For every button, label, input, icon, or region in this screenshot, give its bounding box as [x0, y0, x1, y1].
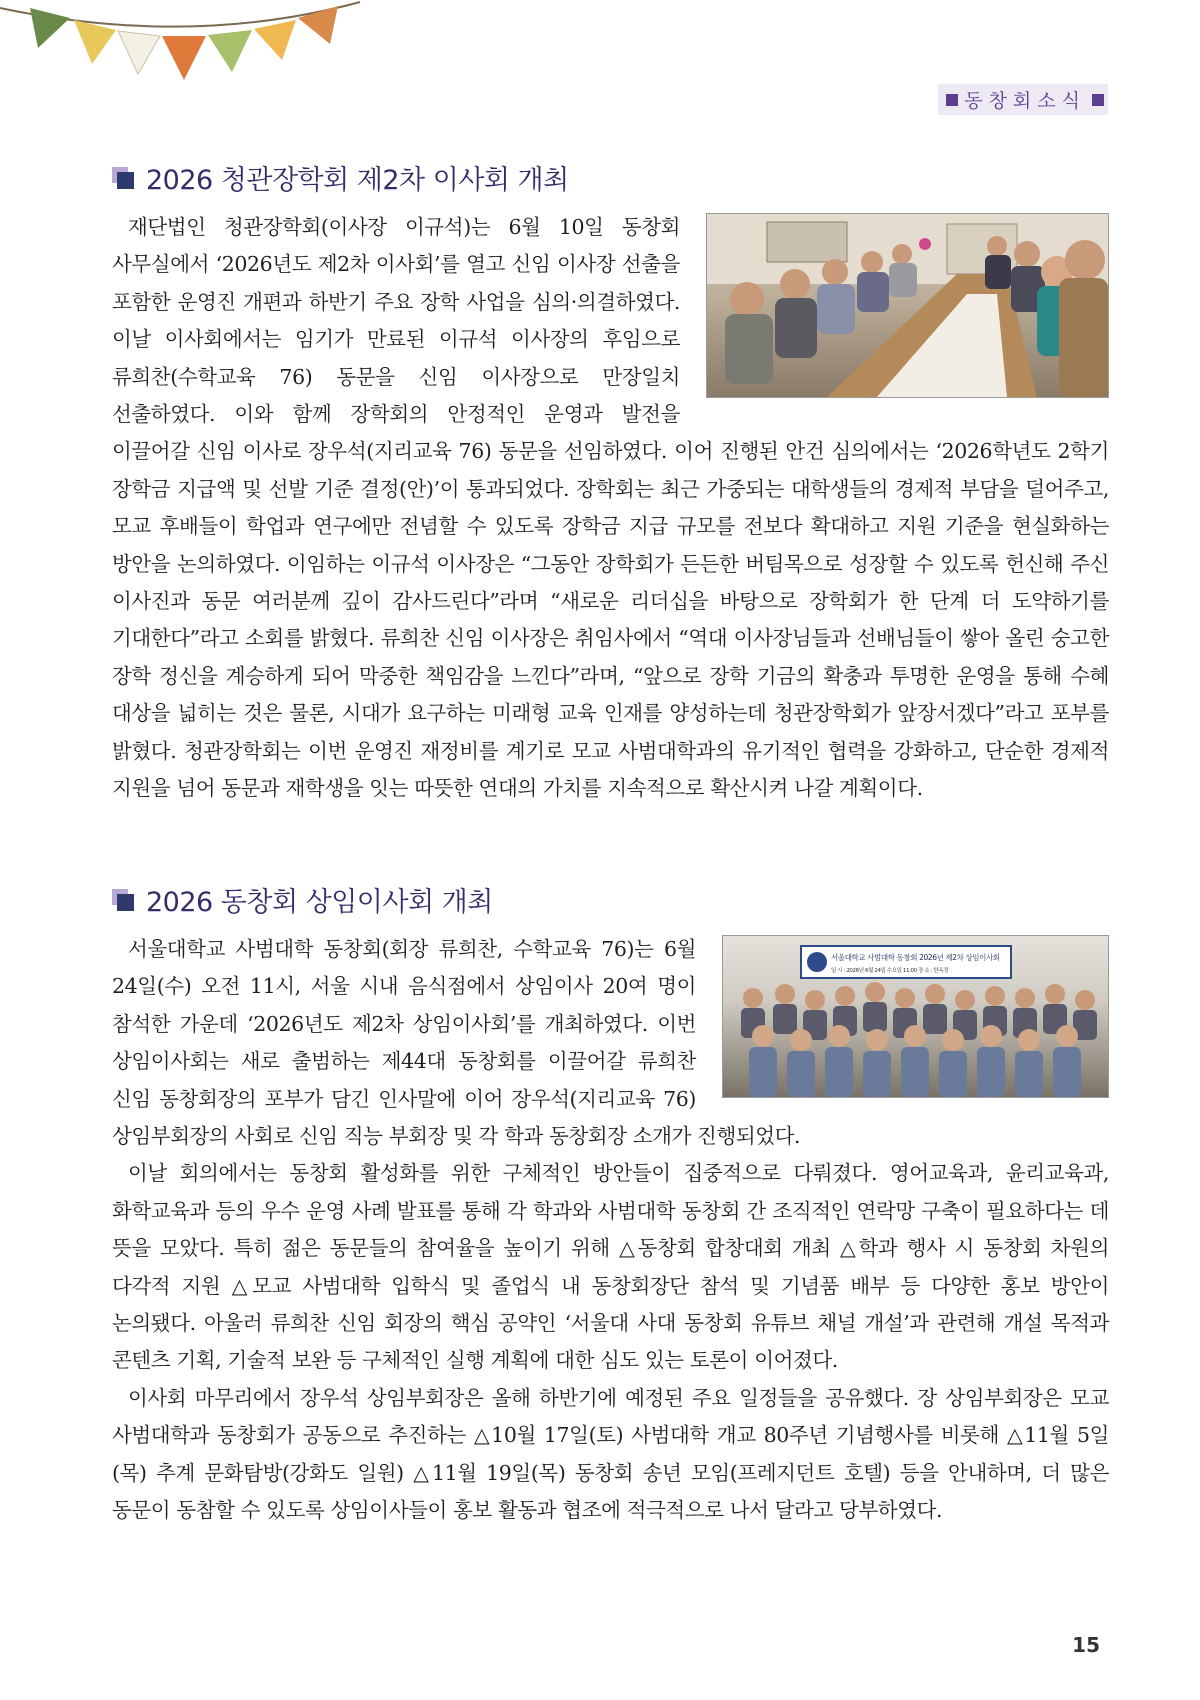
- banner-text: 서울대학교 사범대학 동창회 2026년 제2차 상임이사회: [831, 953, 1000, 962]
- heading-bullet-icon: [112, 167, 134, 189]
- article-body: [112, 209, 1109, 808]
- bunting-decoration: [0, 0, 380, 100]
- board-meeting-photo-illustration: [707, 214, 1108, 397]
- article-paragraph: 재단법인 청관장학회(이사장 이규석)는 6월 10일 동창회 사무실에서 ‘2026년도 제2차 이사회’를 열고 신임 이사장 선출을 포함한 운영진 개편과 하반기 주요 장학 사업을 심의·의결하였다. 이날 이사회에서는 임기가 만료된 이규석 이사장의 후임으로 류희찬(수학교육 76) 동문을 신임 이사장으로 만장일치 선출하였다. 이와 함께 장학회의 안정적인 운영과 발전을 이끌어갈 신임 이사로 장우석(지리교육 76) 동문을 선임하였다. 이어 진행된 안건 심의에서는 ‘2026학년도 2학기 장학금 지급액 및 선발 기준 결정(안)’이 통과되었다. 장학회는 최근 가중되는 대학생들의 경제적 부담을 덜어주고, 모교 후배들이 학업과 연구에만 전념할 수 있도록 장학금 지급 규모를 전보다 확대하고 지원 기준을 현실화하는 방안을 논의하였다. 이임하는 이규석 이사장은 “그동안 장학회가 든든한 버팀목으로 성장할 수 있도록 헌신해 주신 이사진과 동문 여러분께 깊이 감사드린다”라며 “새로운 리더십을 바탕으로 장학회가 한 단계 더 도약하기를 기대한다”라고 소회를 밝혔다. 류희찬 신임 이사장은 취임사에서 “역대 이사장님들과 선배님들이 쌓아 올린 숭고한 장학 정신을 계승하게 되어 막중한 책임감을 느낀다”라며, “앞으로 장학 기금의 확충과 투명한 운영을 통해 수혜 대상을 넓히는 것은 물론, 시대가 요구하는 미래형 교육 인재를 양성하는데 청관장학회가 앞장서겠다”라고 포부를 밝혔다. 청관장학회는 이번 운영진 재정비를 계기로 모교 사범대학과의 유기적인 협력을 강화하고, 단순한 경제적 지원을 넘어 동문과 재학생을 잇는 따뜻한 연대의 가치를 지속적으로 확산시켜 나갈 계획이다.: [112, 215, 1109, 801]
- banner-subtext: 일 시 : 2026년 6월 24일 수요일 11:00 장 소 : 한옥정: [831, 968, 949, 974]
- page-number: 15: [1072, 1633, 1100, 1657]
- article-standing-board: [112, 880, 1109, 1530]
- article-title: 2026 청관장학회 제2차 이사회 개최: [146, 165, 569, 196]
- article-heading: [112, 880, 1109, 919]
- group-photo: [722, 935, 1109, 1098]
- group-photo-illustration: [723, 936, 1108, 1097]
- article-scholarship-board: [112, 158, 1109, 808]
- article-paragraph: 이날 회의에서는 동창회 활성화를 위한 구체적인 방안들이 집중적으로 다뤄졌다. 영어교육과, 윤리교육과, 화학교육과 등의 우수 운영 사례 발표를 통해 각 학과와 사범대학 동창회 간 조직적인 연락망 구축이 필요하다는 데 뜻을 모았다. 특히 젊은 동문들의 참여율을 높이기 위해 △동창회 합창대회 개최 △학과 행사 시 동창회 차원의 다각적 지원 △모교 사범대학 입학식 및 졸업식 내 동창회장단 참석 및 기념품 배부 등 다양한 홍보 방안이 논의됐다. 아울러 류희찬 신임 회장의 핵심 공약인 ‘서울대 사대 동창회 유튜브 채널 개설’과 관련해 개설 목적과 콘텐츠 기획, 기술적 보완 등 구체적인 실행 계획에 대한 심도 있는 토론이 이어졌다.: [112, 1161, 1109, 1373]
- article-heading: [112, 158, 1109, 197]
- article-title: 2026 동창회 상임이사회 개최: [146, 887, 493, 918]
- article-paragraph: 이사회 마무리에서 장우석 상임부회장은 올해 하반기에 예정된 주요 일정들을 공유했다. 장 상임부회장은 모교 사범대학과 동창회가 공동으로 추진하는 △10월 17일(토) 사범대학 개교 80주년 기념행사를 비롯해 △11월 5일(목) 추계 문화탐방(강화도 일원) △11월 19일(목) 동창회 송년 모임(프레지던트 호텔) 등을 안내하며, 더 많은 동문이 동참할 수 있도록 상임이사들이 홍보 활동과 협조에 적극적으로 나서 달라고 당부하였다.: [112, 1385, 1109, 1523]
- section-label: 동창회소식: [964, 90, 1086, 112]
- article-paragraph: 서울대학교 사범대학 동창회(회장 류희찬, 수학교육 76)는 6월 24일(수) 오전 11시, 서울 시내 음식점에서 상임이사 20여 명이 참석한 가운데 ‘2026년도 제2차 상임이사회’를 개최하였다. 이번 상임이사회는 새로 출범하는 제44대 동창회를 이끌어갈 류희찬 신임 동창회장의 포부가 담긴 인사말에 이어 장우석(지리교육 76) 상임부회장의 사회로 신임 직능 부회장 및 각 학과 동창회장 소개가 진행되었다.: [112, 937, 801, 1149]
- heading-bullet-icon: [112, 889, 134, 911]
- article-body: [112, 931, 1109, 1530]
- square-bullet-icon: [1092, 94, 1104, 106]
- board-meeting-photo: [706, 213, 1109, 398]
- square-bullet-icon: [946, 94, 958, 106]
- section-tag: [938, 84, 1108, 115]
